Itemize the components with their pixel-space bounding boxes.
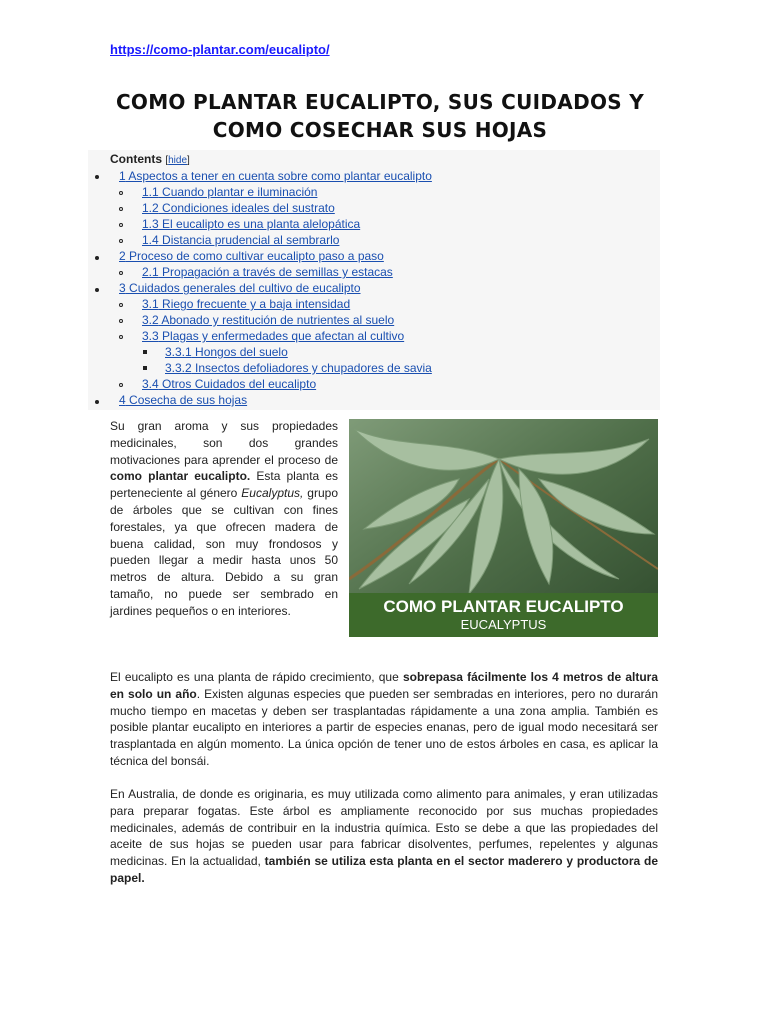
toc-item-1-4[interactable]: 1.4 Distancia prudencial al sembrarlo	[142, 233, 340, 247]
intro-paragraph: Su gran aroma y sus propiedades medicinales, son dos grandes motivaciones para aprender el proceso de como plantar eucalipto. Esta planta es perteneciente al género Eucalyptus, grupo de árboles que se cultivan con fines forestales, ya que ofrecen madera de buena calidad, son muy frondosos y pueden llegar a medir hasta unos 50 metros de altura. Debido a su gran tamaño, no puede ser sembrado en jardines pequeños o en interiores.	[110, 419, 338, 618]
body-paragraph-1: El eucalipto es una planta de rápido crecimiento, que sobrepasa fácilmente los 4 metros de altura en solo un año. Existen algunas especies que pueden ser sembradas en interiores, pero no durarán mucho tiempo en macetas y deben ser trasplantadas rápidamente a una zona amplia. También es posible plantar eucalipto en interiores a partir de especies enanas, pero de igual modo necesitará ser trasplantada en algún momento. La única opción de tener uno de estos árboles en casa, es aplicar la técnica del bonsái.	[110, 670, 658, 768]
circle-bullet-icon	[119, 271, 123, 275]
toc-item-3[interactable]: 3 Cuidados generales del cultivo de eucalipto	[119, 281, 361, 295]
table-of-contents	[88, 150, 660, 410]
circle-bullet-icon	[119, 335, 123, 339]
image-caption-title: COMO PLANTAR EUCALIPTO	[383, 597, 624, 616]
toc-heading-label: Contents	[110, 152, 162, 166]
circle-bullet-icon	[119, 223, 123, 227]
square-bullet-icon	[143, 366, 147, 370]
toc-item-3-3[interactable]: 3.3 Plagas y enfermedades que afectan al cultivo	[142, 329, 405, 343]
title-line-2: COMO COSECHAR SUS HOJAS	[212, 118, 548, 142]
toc-item-3-2[interactable]: 3.2 Abonado y restitución de nutrientes al suelo	[142, 313, 395, 327]
toc-item-3-4[interactable]: 3.4 Otros Cuidados del eucalipto	[142, 377, 317, 391]
body-paragraph-2: En Australia, de donde es originaria, es muy utilizada como alimento para animales, y eran utilizadas para preparar fogatas. Este árbol es ampliamente reconocido por sus muchas propiedades medicinales, además de contribuir en la industria química. Esto se debe a que las propiedades del aceite de sus hojas se pueden usar para fabricar disolventes, perfumes, repelentes y algunas medicinas. En la actualidad, también se utiliza esta planta en el sector maderero y productora de papel.	[110, 787, 658, 885]
toc-heading: Contents [hide]	[110, 152, 190, 166]
toc-item-1-1[interactable]: 1.1 Cuando plantar e iluminación	[142, 185, 318, 199]
toc-item-1[interactable]: 1 Aspectos a tener en cuenta sobre como plantar eucalipto	[119, 169, 432, 183]
bullet-icon	[95, 175, 99, 179]
bullet-icon	[95, 256, 99, 260]
toc-item-1-2[interactable]: 1.2 Condiciones ideales del sustrato	[142, 201, 335, 215]
source-url-link[interactable]: https://como-plantar.com/eucalipto/	[110, 42, 330, 57]
toc-item-4[interactable]: 4 Cosecha de sus hojas	[119, 393, 248, 407]
toc-item-3-3-2[interactable]: 3.3.2 Insectos defoliadores y chupadores de savia	[165, 361, 432, 375]
circle-bullet-icon	[119, 191, 123, 195]
toc-hide-link[interactable]: hide	[168, 155, 188, 166]
square-bullet-icon	[143, 350, 147, 354]
toc-item-3-3-1[interactable]: 3.3.1 Hongos del suelo	[165, 345, 288, 359]
image-caption-banner	[349, 593, 658, 637]
image-caption-subtitle: EUCALYPTUS	[460, 617, 547, 632]
bullet-icon	[95, 400, 99, 404]
circle-bullet-icon	[119, 383, 123, 387]
toc-item-3-1[interactable]: 3.1 Riego frecuente y a baja intensidad	[142, 297, 351, 311]
toc-item-2[interactable]: 2 Proceso de como cultivar eucalipto paso a paso	[119, 249, 384, 263]
page-title	[100, 88, 660, 144]
toc-item-2-1[interactable]: 2.1 Propagación a través de semillas y estacas	[142, 265, 393, 279]
title-line-1: COMO PLANTAR EUCALIPTO, SUS CUIDADOS Y	[115, 90, 645, 114]
eucalyptus-photo	[349, 419, 658, 637]
bullet-icon	[95, 288, 99, 292]
circle-bullet-icon	[119, 207, 123, 211]
toc-item-1-3[interactable]: 1.3 El eucalipto es una planta alelopática	[142, 217, 361, 231]
circle-bullet-icon	[119, 303, 123, 307]
circle-bullet-icon	[119, 239, 123, 243]
circle-bullet-icon	[119, 319, 123, 323]
